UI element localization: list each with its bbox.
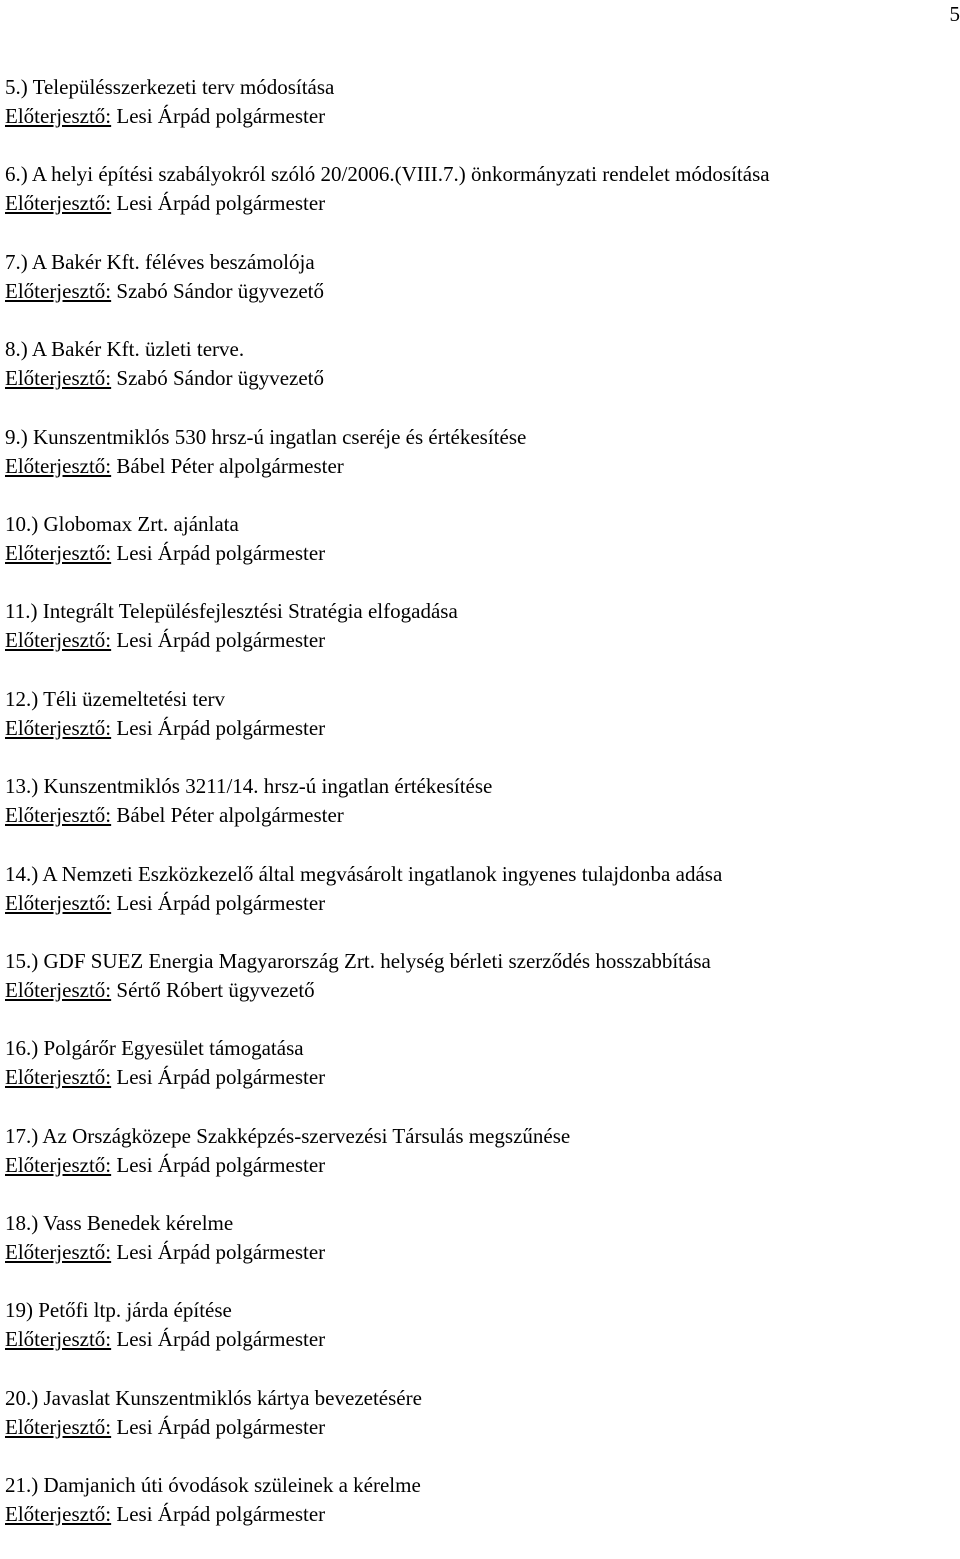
agenda-list (5, 73, 955, 1559)
presenter-name: Lesi Árpád polgármester (116, 191, 325, 215)
presenter-label: Előterjesztő: (5, 191, 111, 215)
agenda-item (5, 685, 955, 772)
agenda-item-presenter (5, 1151, 955, 1180)
presenter-label: Előterjesztő: (5, 1327, 111, 1351)
presenter-label: Előterjesztő: (5, 978, 111, 1002)
agenda-item-presenter (5, 1325, 955, 1354)
agenda-item-presenter (5, 1500, 955, 1529)
agenda-item-title (5, 1122, 955, 1151)
presenter-name: Lesi Árpád polgármester (116, 1502, 325, 1526)
agenda-item (5, 1384, 955, 1471)
presenter-name: Szabó Sándor ügyvezető (116, 366, 324, 390)
agenda-item (5, 510, 955, 597)
agenda-item-title (5, 1471, 955, 1500)
agenda-item-presenter (5, 889, 955, 918)
presenter-label: Előterjesztő: (5, 628, 111, 652)
agenda-item-presenter (5, 976, 955, 1005)
presenter-label: Előterjesztő: (5, 104, 111, 128)
agenda-item-presenter (5, 102, 955, 131)
agenda-item-title (5, 248, 955, 277)
agenda-item-presenter (5, 714, 955, 743)
presenter-name: Sértő Róbert ügyvezető (116, 978, 314, 1002)
presenter-name: Lesi Árpád polgármester (116, 891, 325, 915)
agenda-item (5, 335, 955, 422)
agenda-item-title (5, 685, 955, 714)
presenter-label: Előterjesztő: (5, 1502, 111, 1526)
agenda-item (5, 947, 955, 1034)
agenda-item-title-text: 20.) Javaslat Kunszentmiklós kártya bevezetésére (5, 1386, 422, 1410)
agenda-item-title-text: 21.) Damjanich úti óvodások szüleinek a kérelme (5, 1473, 421, 1497)
agenda-item-title-text: 19) Petőfi ltp. járda építése (5, 1298, 232, 1322)
agenda-item-title-text: 12.) Téli üzemeltetési terv (5, 687, 225, 711)
agenda-item (5, 597, 955, 684)
agenda-item-presenter (5, 539, 955, 568)
agenda-item-presenter (5, 364, 955, 393)
presenter-label: Előterjesztő: (5, 1240, 111, 1264)
agenda-item-title (5, 1034, 955, 1063)
presenter-name: Lesi Árpád polgármester (116, 1065, 325, 1089)
presenter-name: Lesi Árpád polgármester (116, 1153, 325, 1177)
agenda-item-title (5, 160, 955, 189)
agenda-item-title-text: 13.) Kunszentmiklós 3211/14. hrsz-ú ingatlan értékesítése (5, 774, 492, 798)
agenda-item-title-text: 16.) Polgárőr Egyesület támogatása (5, 1036, 304, 1060)
presenter-name: Lesi Árpád polgármester (116, 628, 325, 652)
agenda-item-presenter (5, 626, 955, 655)
presenter-name: Lesi Árpád polgármester (116, 541, 325, 565)
agenda-item (5, 248, 955, 335)
presenter-label: Előterjesztő: (5, 716, 111, 740)
agenda-item-title-text: 8.) A Bakér Kft. üzleti terve. (5, 337, 244, 361)
presenter-label: Előterjesztő: (5, 1153, 111, 1177)
agenda-item-title-text: 15.) GDF SUEZ Energia Magyarország Zrt. helység bérleti szerződés hosszabbítása (5, 949, 711, 973)
agenda-item (5, 160, 955, 247)
presenter-label: Előterjesztő: (5, 541, 111, 565)
agenda-item (5, 860, 955, 947)
presenter-name: Lesi Árpád polgármester (116, 716, 325, 740)
presenter-name: Lesi Árpád polgármester (116, 1327, 325, 1351)
agenda-item-presenter (5, 1413, 955, 1442)
agenda-item (5, 1122, 955, 1209)
presenter-label: Előterjesztő: (5, 1415, 111, 1439)
page-number: 5 (950, 2, 960, 26)
agenda-item (5, 772, 955, 859)
presenter-label: Előterjesztő: (5, 366, 111, 390)
agenda-item-title-text: 11.) Integrált Településfejlesztési Stratégia elfogadása (5, 599, 458, 623)
agenda-item-title (5, 947, 955, 976)
presenter-name: Bábel Péter alpolgármester (116, 803, 343, 827)
presenter-name: Bábel Péter alpolgármester (116, 454, 343, 478)
agenda-item-title (5, 1384, 955, 1413)
presenter-label: Előterjesztő: (5, 279, 111, 303)
agenda-item-title-text: 5.) Településszerkezeti terv módosítása (5, 75, 334, 99)
agenda-item-presenter (5, 1063, 955, 1092)
presenter-label: Előterjesztő: (5, 803, 111, 827)
presenter-name: Szabó Sándor ügyvezető (116, 279, 324, 303)
agenda-item-title-text: 9.) Kunszentmiklós 530 hrsz-ú ingatlan cseréje és értékesítése (5, 425, 526, 449)
presenter-label: Előterjesztő: (5, 1065, 111, 1089)
agenda-item-title (5, 423, 955, 452)
presenter-name: Lesi Árpád polgármester (116, 1240, 325, 1264)
agenda-item-title-text: 6.) A helyi építési szabályokról szóló 20/2006.(VIII.7.) önkormányzati rendelet módosítása (5, 162, 770, 186)
agenda-item-presenter (5, 277, 955, 306)
agenda-item-presenter (5, 1238, 955, 1267)
agenda-item-title-text: 10.) Globomax Zrt. ajánlata (5, 512, 239, 536)
agenda-item (5, 1034, 955, 1121)
agenda-item-presenter (5, 801, 955, 830)
agenda-item-presenter (5, 189, 955, 218)
presenter-name: Lesi Árpád polgármester (116, 104, 325, 128)
agenda-item (5, 423, 955, 510)
presenter-name: Lesi Árpád polgármester (116, 1415, 325, 1439)
agenda-item-title (5, 860, 955, 889)
agenda-item-title-text: 17.) Az Országközepe Szakképzés-szervezési Társulás megszűnése (5, 1124, 570, 1148)
presenter-label: Előterjesztő: (5, 454, 111, 478)
agenda-item (5, 73, 955, 160)
agenda-item-title (5, 772, 955, 801)
agenda-item-title (5, 597, 955, 626)
agenda-item (5, 1209, 955, 1296)
agenda-item-title (5, 1209, 955, 1238)
agenda-item-title-text: 18.) Vass Benedek kérelme (5, 1211, 233, 1235)
presenter-label: Előterjesztő: (5, 891, 111, 915)
agenda-item-title (5, 510, 955, 539)
agenda-item-title (5, 1296, 955, 1325)
agenda-item-title-text: 7.) A Bakér Kft. féléves beszámolója (5, 250, 315, 274)
agenda-item (5, 1471, 955, 1558)
agenda-item-title (5, 73, 955, 102)
agenda-item-presenter (5, 452, 955, 481)
agenda-item-title (5, 335, 955, 364)
agenda-item (5, 1296, 955, 1383)
agenda-item-title-text: 14.) A Nemzeti Eszközkezelő által megvásárolt ingatlanok ingyenes tulajdonba adása (5, 862, 722, 886)
